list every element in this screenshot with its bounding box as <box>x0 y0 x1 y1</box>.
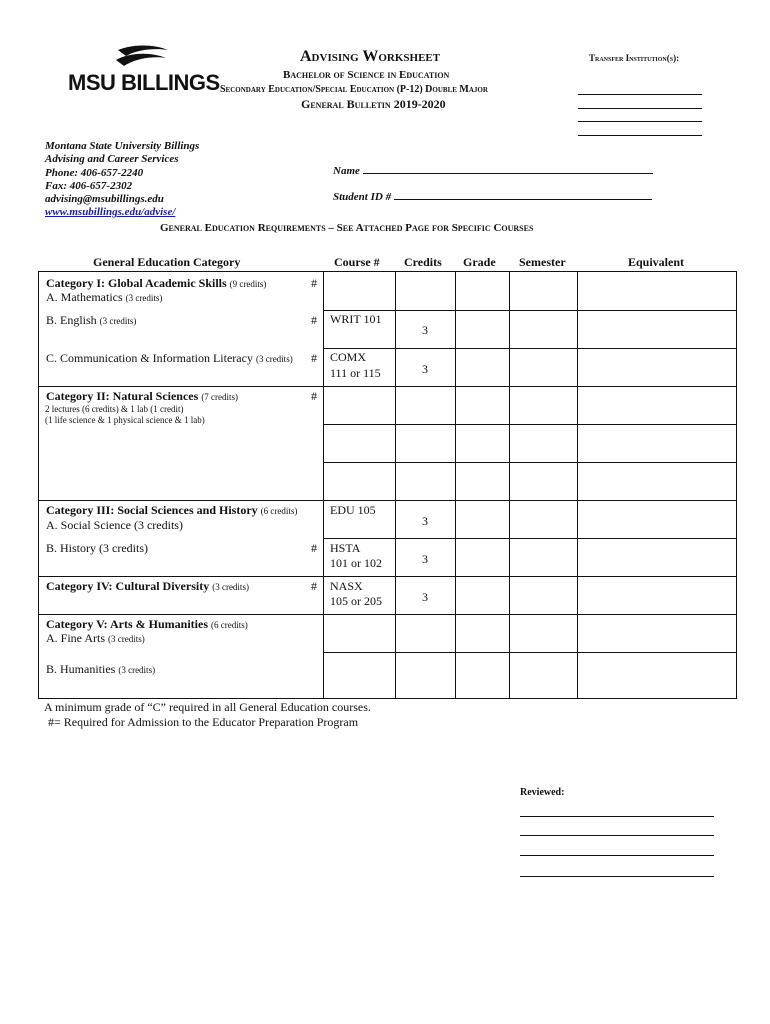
english-required-mark: # <box>311 313 317 327</box>
student-id-field-row <box>333 190 652 203</box>
contact-email: advising@msubillings.edu <box>45 193 164 206</box>
contact-fax: Fax: 406-657-2302 <box>45 179 133 192</box>
math-row-label: A. Mathematics (3 credits) <box>46 290 163 304</box>
comm-course-line1: COMX <box>330 350 367 364</box>
contact-phone: Phone: 406-657-2240 <box>45 166 144 179</box>
fine-arts-row-label: A. Fine Arts (3 credits) <box>46 631 145 645</box>
social-science-course: EDU 105 <box>330 503 376 517</box>
bulletin-title: General Bulletin 2019-2020 <box>301 97 446 111</box>
reviewed-signature-line[interactable] <box>520 855 714 856</box>
transfer-institution-label: Transfer Institution(s): <box>589 53 680 63</box>
logo-swoosh-icon <box>114 44 170 72</box>
comm-course-line2: 111 or 115 <box>330 366 381 380</box>
page-title: Advising Worksheet <box>300 48 441 65</box>
history-credits: 3 <box>422 552 428 566</box>
transfer-institution-line[interactable] <box>578 94 702 95</box>
social-science-credits: 3 <box>422 514 428 528</box>
major-title: Secondary Education/Special Education (P-12) Double Major <box>220 84 488 95</box>
cat4-required-mark: # <box>311 579 317 593</box>
cat2-title: Category II: Natural Sciences (7 credits) <box>46 389 239 403</box>
cat3-title: Category III: Social Sciences and History (6 credits) <box>46 503 298 517</box>
name-field-row <box>333 164 653 177</box>
history-row-label: B. History (3 credits) <box>46 541 148 555</box>
contact-dept: Advising and Career Services <box>45 153 179 166</box>
contact-org: Montana State University Billings <box>45 140 200 152</box>
humanities-row-label: B. Humanities (3 credits) <box>46 662 156 676</box>
comm-row-label: C. Communication & Information Literacy (3 credits) <box>46 351 293 365</box>
col-header-credits: Credits <box>404 255 442 269</box>
cat4-title: Category IV: Cultural Diversity (3 credits) <box>46 579 249 593</box>
name-field[interactable] <box>363 164 653 174</box>
col-header-course: Course # <box>334 255 380 269</box>
cat4-credits: 3 <box>422 590 428 604</box>
social-science-row-label: A. Social Science (3 credits) <box>46 518 183 532</box>
col-header-equivalent: Equivalent <box>628 255 685 269</box>
advising-website-link[interactable]: www.msubillings.edu/advise/ <box>45 206 176 219</box>
cat5-title: Category V: Arts & Humanities (6 credits) <box>46 617 248 631</box>
degree-title: Bachelor of Science in Education <box>283 69 450 81</box>
col-header-category: General Education Category <box>93 255 241 269</box>
cat1-required-mark: # <box>311 276 317 290</box>
name-label: Name <box>333 165 360 177</box>
hash-legend-note: #= Required for Admission to the Educator Preparation Program <box>48 715 359 729</box>
history-course-line1: HSTA <box>330 541 361 555</box>
cat4-course-line2: 105 or 205 <box>330 594 382 608</box>
student-id-label: Student ID # <box>333 191 392 203</box>
gened-table <box>38 271 737 699</box>
grade-requirement-note: A minimum grade of “C” required in all General Education courses. <box>44 700 371 714</box>
cat2-detail-line1: 2 lectures (6 credits) & 1 lab (1 credit) <box>45 404 184 414</box>
gened-heading: General Education Requirements – See Attached Page for Specific Courses <box>160 222 534 234</box>
transfer-institution-line[interactable] <box>578 135 702 136</box>
reviewed-signature-line[interactable] <box>520 876 714 877</box>
history-course-line2: 101 or 102 <box>330 556 382 570</box>
transfer-institution-line[interactable] <box>578 121 702 122</box>
comm-credits: 3 <box>422 362 428 376</box>
reviewed-signature-line[interactable] <box>520 835 714 836</box>
english-course: WRIT 101 <box>330 312 382 326</box>
col-header-grade: Grade <box>463 255 496 269</box>
cat4-course-line1: NASX <box>330 579 363 593</box>
english-row-label: B. English (3 credits) <box>46 313 137 327</box>
col-header-semester: Semester <box>519 255 566 269</box>
transfer-institution-line[interactable] <box>578 108 702 109</box>
contact-block <box>45 140 199 220</box>
msu-billings-logo <box>68 44 218 100</box>
cat2-required-mark: # <box>311 389 317 403</box>
comm-required-mark: # <box>311 351 317 365</box>
reviewed-signature-line[interactable] <box>520 816 714 817</box>
history-required-mark: # <box>311 541 317 555</box>
cat2-detail-line2: (1 life science & 1 physical science & 1 lab) <box>45 415 205 425</box>
cat1-title: Category I: Global Academic Skills (9 credits) <box>46 276 267 290</box>
logo-text: MSU BILLINGS <box>68 70 220 95</box>
reviewed-label: Reviewed: <box>520 787 565 798</box>
student-id-field[interactable] <box>394 190 652 200</box>
english-credits: 3 <box>422 323 428 337</box>
